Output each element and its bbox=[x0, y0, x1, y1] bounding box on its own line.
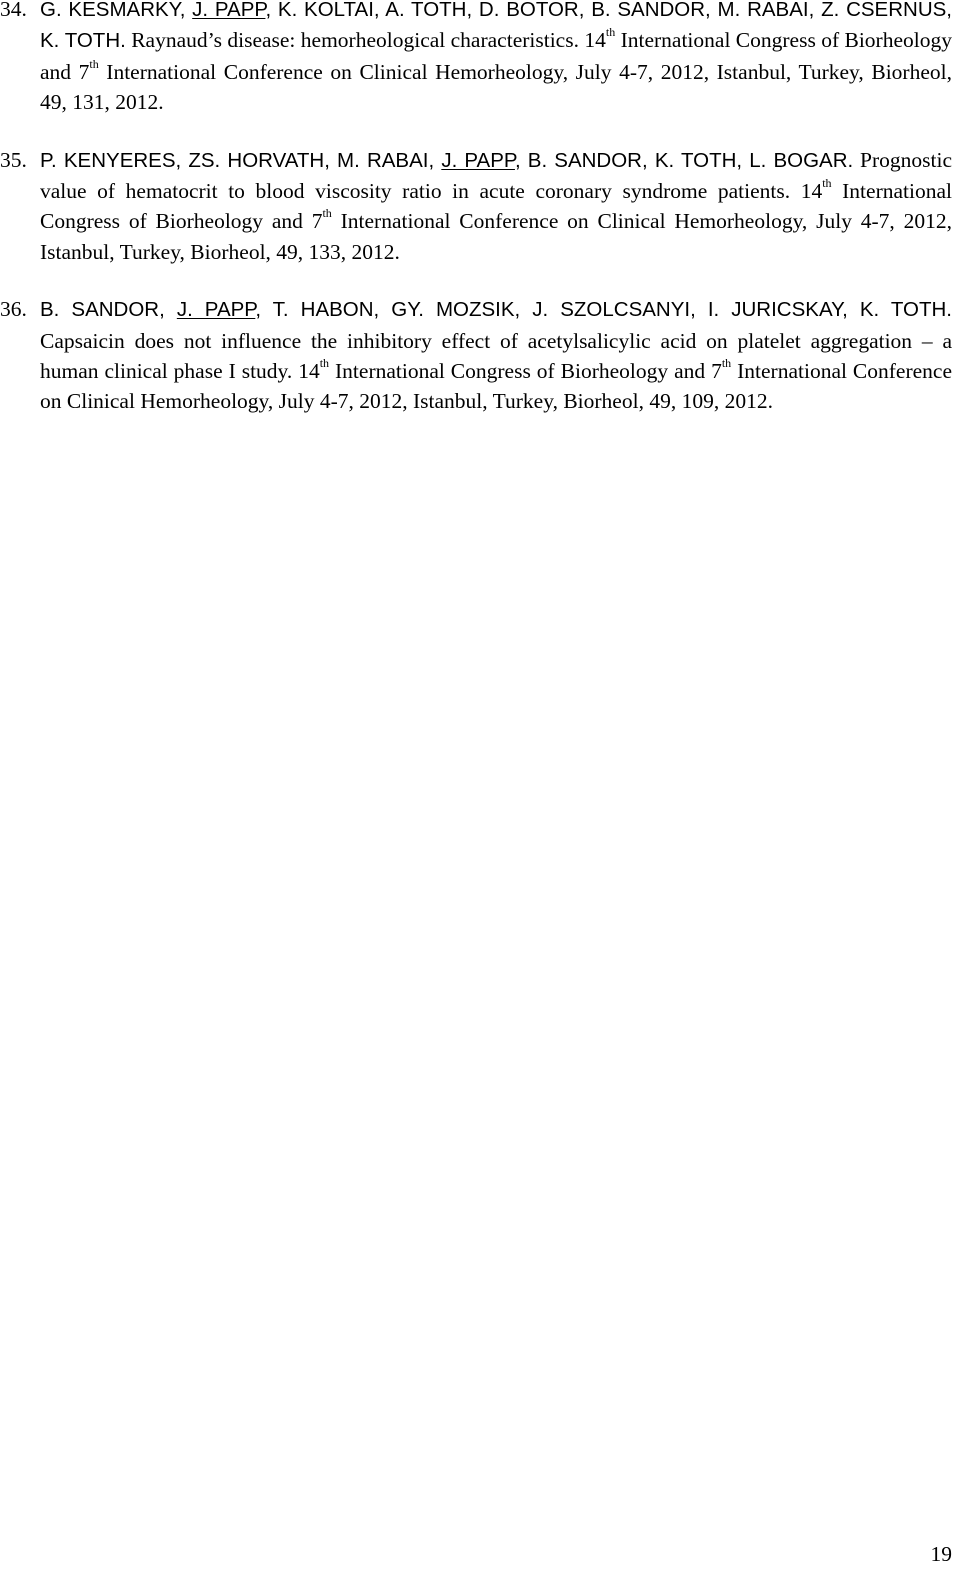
ordinal-suffix: th bbox=[89, 56, 99, 71]
ordinal-suffix: th bbox=[822, 175, 832, 190]
reference-list bbox=[0, 0, 952, 444]
page-number: 19 bbox=[930, 1542, 952, 1566]
reference-venue: International Congress of Biorheology and 7 bbox=[40, 179, 952, 234]
reference-title: Raynaud’s disease: hemorheological characteristics. 14 bbox=[125, 28, 606, 53]
reference-venue: International Congress of Biorheology and 7 bbox=[329, 359, 722, 384]
reference-author-highlight: J. PAPP bbox=[176, 298, 256, 322]
reference-venue: International Conference on Clinical Hemorheology, July 4-7, 2012, Istanbul, Turkey, Biorheol, 49, 131, 2012. bbox=[40, 59, 952, 115]
reference-item bbox=[0, 0, 952, 118]
ordinal-suffix: th bbox=[721, 355, 732, 370]
reference-text bbox=[40, 294, 952, 417]
reference-title: Prognostic value of hematocrit to blood viscosity ratio in acute coronary syndrome patients. 14 bbox=[40, 147, 952, 204]
reference-number: 34. bbox=[0, 0, 27, 21]
reference-number: 36. bbox=[0, 297, 27, 322]
reference-item bbox=[0, 145, 952, 268]
reference-authors: P. KENYERES, ZS. HORVATH, M. RABAI, bbox=[40, 148, 442, 172]
reference-text bbox=[40, 145, 952, 268]
reference-authors: , B. SANDOR, K. TOTH, L. BOGAR. bbox=[514, 148, 854, 172]
reference-author-highlight: J. PAPP bbox=[441, 148, 515, 172]
reference-title: Capsaicin does not influence the inhibitory effect of acetylsalicylic acid on platelet aggregation – a human clinical phase I study. 14 bbox=[40, 328, 952, 384]
reference-author-highlight: J. PAPP bbox=[192, 0, 266, 21]
reference-text bbox=[40, 0, 952, 118]
reference-authors: , K. KOLTAI, A. TOTH, D. BOTOR, B. SANDOR, M. RABAI, Z. CSERNUS, K. TOTH. bbox=[40, 0, 952, 53]
reference-venue: International Conference on Clinical Hemorheology, July 4-7, 2012, Istanbul, Turkey, Biorheol, 49, 133, 2012. bbox=[40, 209, 952, 264]
reference-venue: International Congress of Biorheology and 7 bbox=[40, 28, 952, 84]
reference-authors: , T. HABON, GY. MOZSIK, J. SZOLCSANYI, I. JURICSKAY, K. TOTH. bbox=[255, 298, 952, 322]
ordinal-suffix: th bbox=[319, 355, 330, 370]
reference-number: 35. bbox=[0, 147, 27, 172]
reference-venue: International Conference on Clinical Hemorheology, July 4-7, 2012, Istanbul, Turkey, Biorheol, 49, 109, 2012. bbox=[40, 359, 952, 414]
reference-authors: G. KESMARKY, bbox=[40, 0, 193, 21]
reference-authors: B. SANDOR, bbox=[40, 298, 177, 322]
ordinal-suffix: th bbox=[605, 25, 616, 40]
ordinal-suffix: th bbox=[322, 206, 332, 221]
reference-item bbox=[0, 294, 952, 417]
